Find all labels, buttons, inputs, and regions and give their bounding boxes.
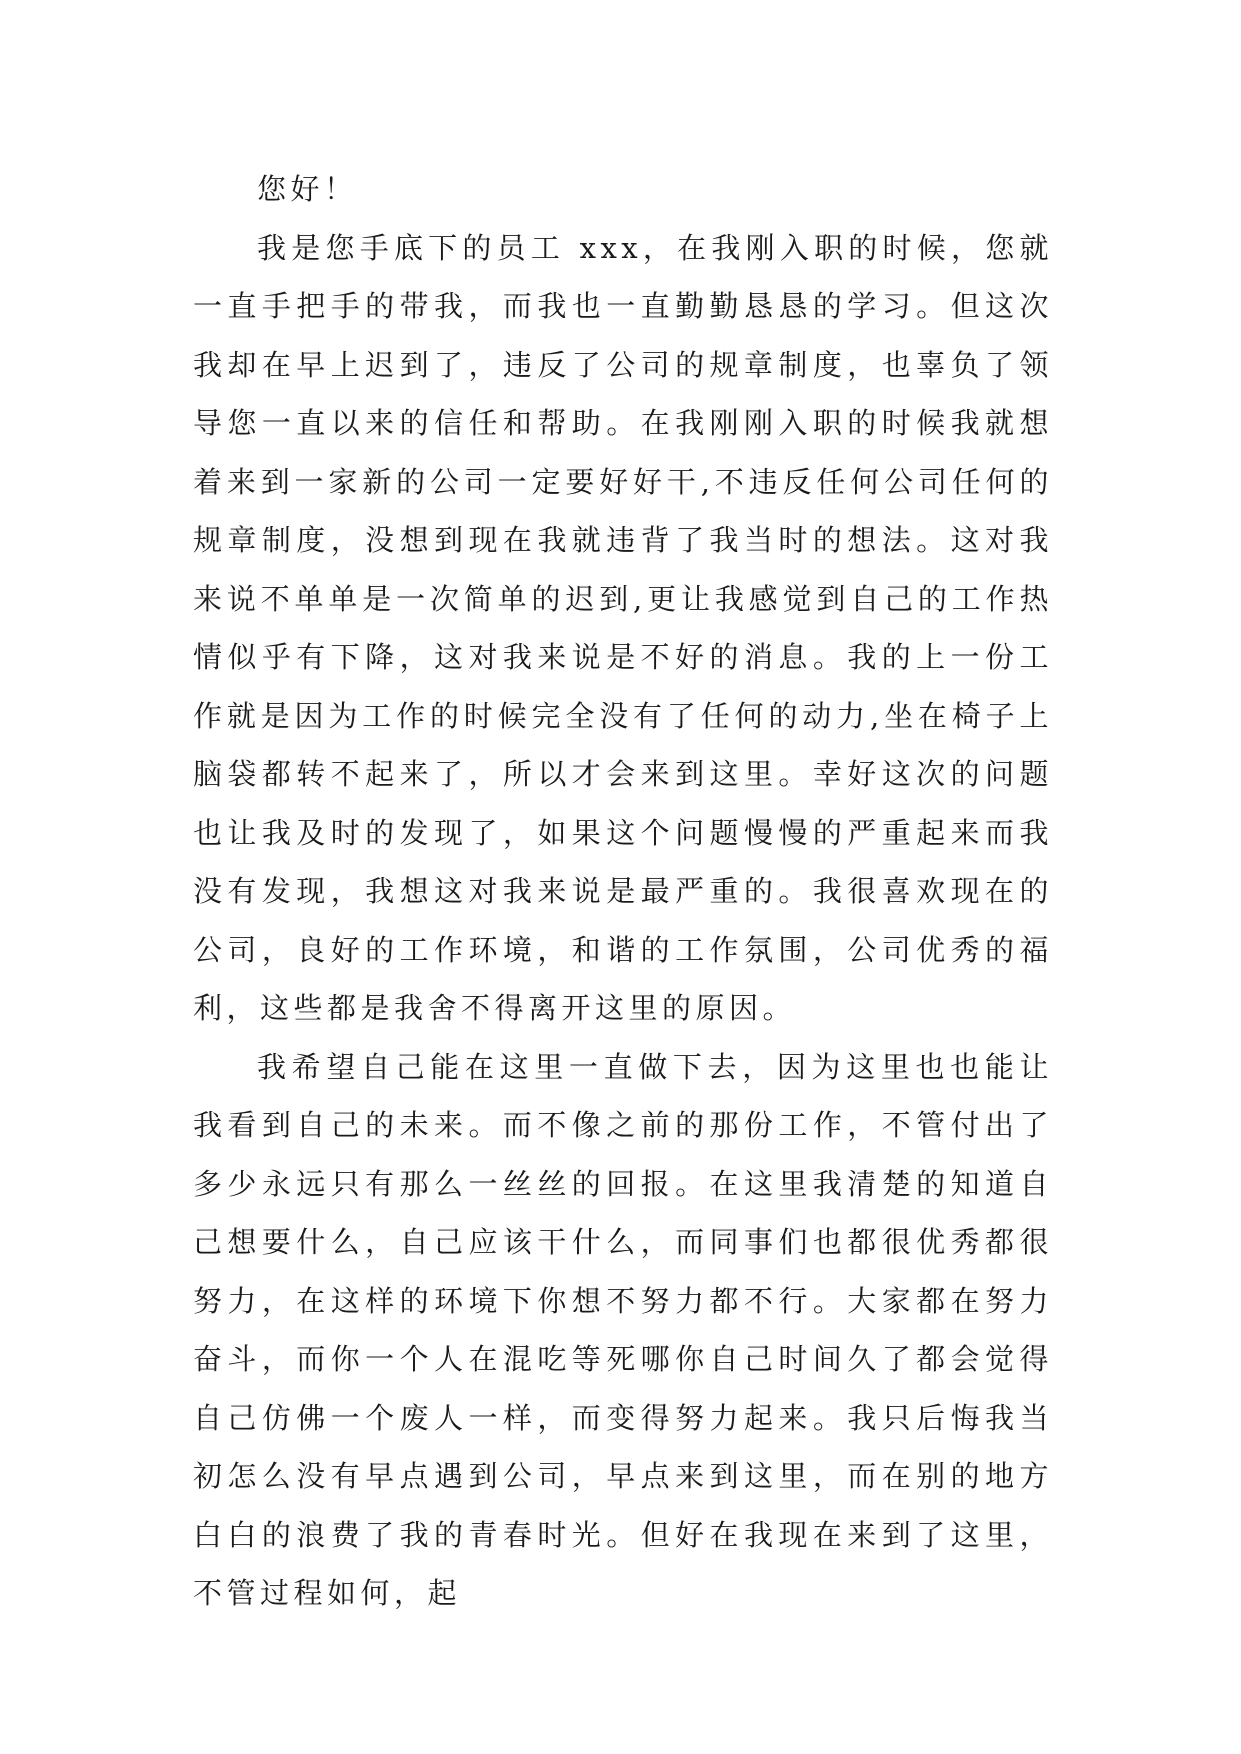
letter-body bbox=[193, 160, 1053, 1623]
paragraph-2: 我希望自己能在这里一直做下去，因为这里也也能让我看到自己的未来。而不像之前的那份工作，不管付出了多少永远只有那么一丝丝的回报。在这里我清楚的知道自己想要什么，自己应该干什么，而同事们也都很优秀都很努力，在这样的环境下你想不努力都不行。大家都在努力奋斗，而你一个人在混吃等死哪你自己时间久了都会觉得自己仿佛一个废人一样，而变得努力起来。我只后悔我当初怎么没有早点遇到公司，早点来到这里，而在别的地方白白的浪费了我的青春时光。但好在我现在来到了这里，不管过程如何，起 bbox=[193, 1049, 1053, 1610]
greeting: 您好！ bbox=[257, 172, 358, 206]
paragraph-1: 我是您手底下的员工 xxx，在我刚入职的时候，您就一直手把手的带我，而我也一直勤勤恳恳的学习。但这次我却在早上迟到了，违反了公司的规章制度，也辜负了领导您一直以来的信任和帮助。在我刚刚入职的时候我就想着来到一家新的公司一定要好好干,不违反任何公司任何的规章制度，没想到现在我就违背了我当时的想法。这对我来说不单单是一次简单的迟到,更让我感觉到自己的工作热情似乎有下降，这对我来说是不好的消息。我的上一份工作就是因为工作的时候完全没有了任何的动力,坐在椅子上脑袋都转不起来了，所以才会来到这里。幸好这次的问题也让我及时的发现了，如果这个问题慢慢的严重起来而我没有发现，我想这对我来说是最严重的。我很喜欢现在的公司，良好的工作环境，和谐的工作氛围，公司优秀的福利，这些都是我舍不得离开这里的原因。 bbox=[193, 230, 1053, 1025]
